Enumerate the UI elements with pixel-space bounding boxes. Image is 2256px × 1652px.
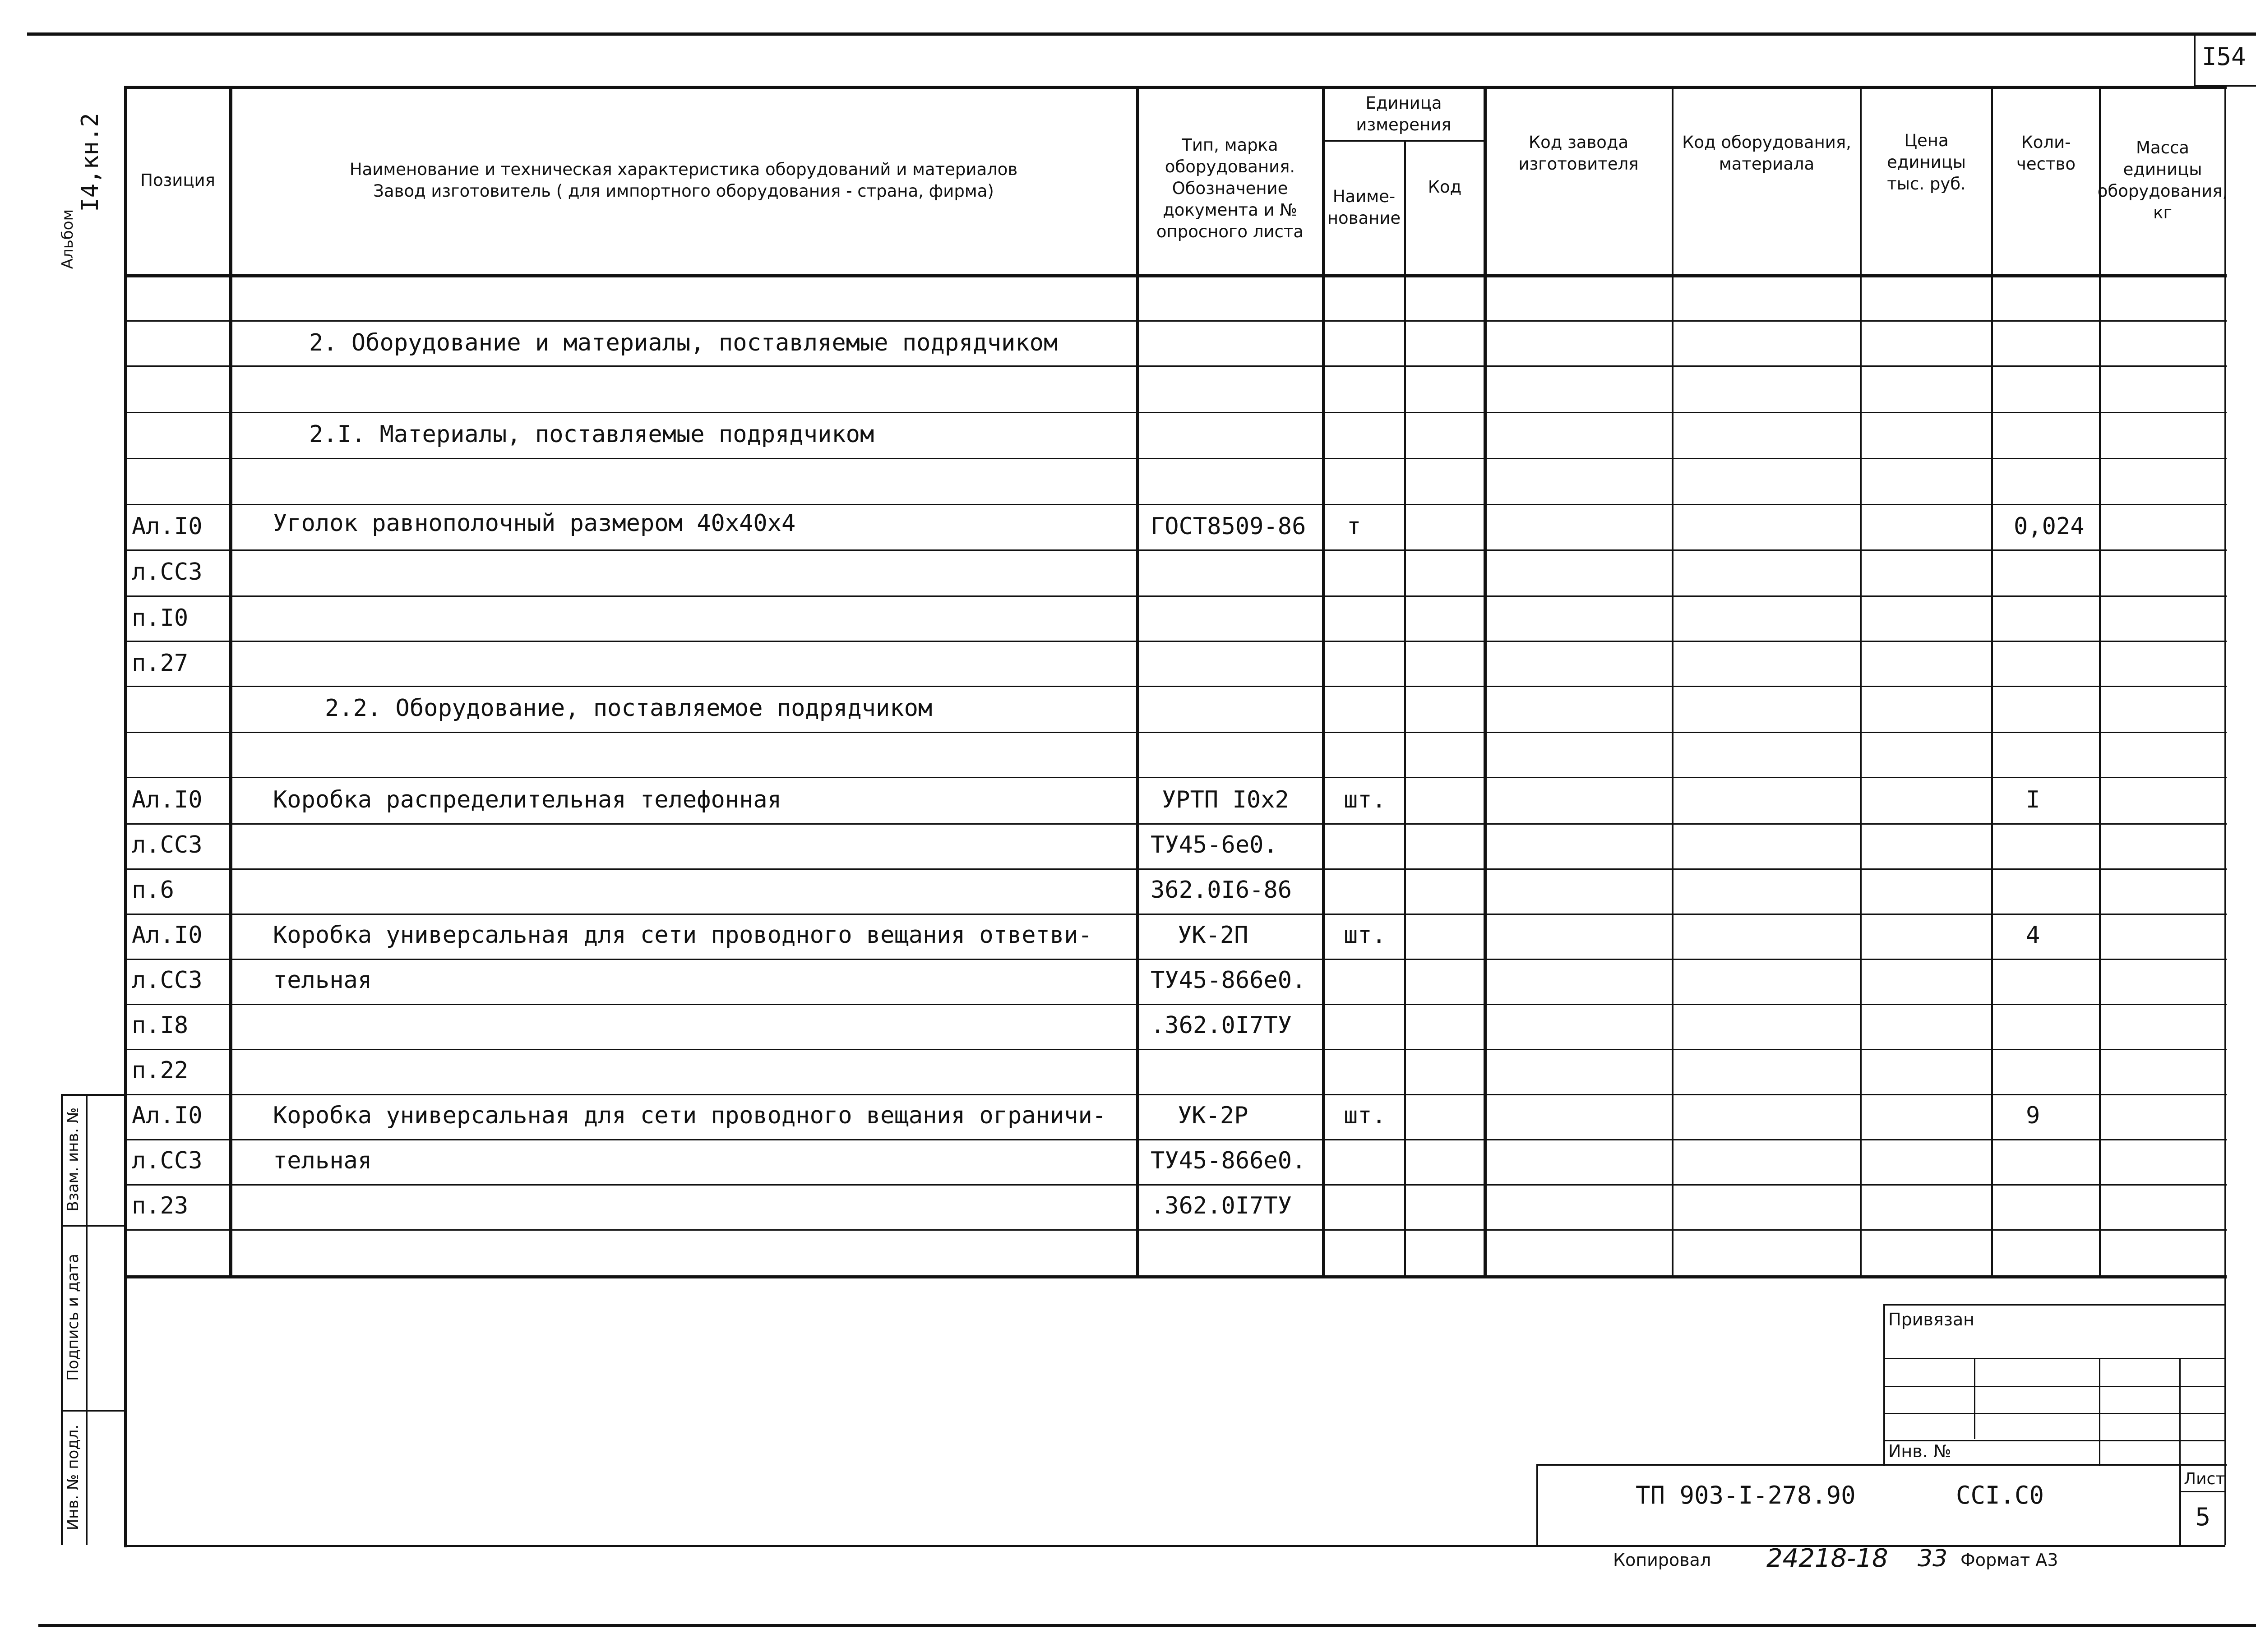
sheet-value: 5 [2195, 1503, 2211, 1531]
row-21-pos: п.23 [132, 1192, 189, 1219]
row-17-type: .362.0I7ТУ [1151, 1012, 1292, 1039]
row-6-name: Уголок равнополочный размером 40х40х4 [273, 510, 796, 537]
bound-label: Привязан [1888, 1310, 1974, 1329]
inv-label: Инв. № [1888, 1441, 1951, 1461]
format-label: Формат А3 [1960, 1550, 2058, 1570]
row-16-name: тельная [273, 967, 372, 994]
row-9-pos: п.27 [132, 650, 189, 677]
row-15-name: Коробка универсальная для сети проводного вещания ответви- [273, 922, 1092, 949]
row-12-type: УРТП I0х2 [1162, 786, 1289, 813]
col-header-type: Тип, марка оборудования. Обозначение документа и № опросного листа [1156, 135, 1304, 241]
row-14-pos: п.6 [132, 877, 174, 904]
row-16-type: ТУ45-866е0. [1151, 967, 1306, 994]
col-header-name: Наименование и техническая характеристика оборудований и материалов Завод изготовитель ( для импортного оборудования - страна, фирма) [349, 160, 1018, 201]
copied-extra: 33 [1918, 1545, 1948, 1572]
row-15-unit: шт. [1344, 922, 1386, 949]
col-header-position: Позиция [140, 171, 215, 190]
sheet-label: Лист [2184, 1470, 2225, 1488]
row-15-qty: 4 [2026, 922, 2040, 949]
row-20-type: ТУ45-866е0. [1151, 1147, 1306, 1174]
row-17-pos: п.I8 [132, 1012, 189, 1039]
row-19-pos: Ал.I0 [132, 1102, 203, 1129]
col-header-quantity: Коли- чество [2016, 133, 2076, 174]
row-19-name: Коробка универсальная для сети проводного вещания ограничи- [273, 1102, 1107, 1129]
row-16-pos: л.ССЗ [132, 967, 203, 994]
row-19-qty: 9 [2026, 1102, 2040, 1129]
row-7-pos: л.ССЗ [132, 558, 203, 586]
col-header-price: Цена единицы тыс. руб. [1886, 131, 1966, 194]
row-6-unit: т [1347, 513, 1361, 540]
stamp-replace-inv: Взам. инв. № [64, 1107, 82, 1212]
row-19-type: УК-2Р [1178, 1102, 1248, 1129]
col-header-plant-code: Код завода изготовителя [1518, 133, 1639, 174]
row-15-type: УК-2П [1178, 922, 1248, 949]
row-13-pos: л.ССЗ [132, 831, 203, 858]
stamp-inv-original: Инв. № подл. [64, 1424, 82, 1531]
row-8-pos: п.I0 [132, 605, 189, 632]
row-6-qty: 0,024 [2014, 513, 2085, 540]
row-20-pos: л.ССЗ [132, 1147, 203, 1174]
row-12-qty: I [2026, 786, 2040, 813]
copied-number: 24218-18 [1766, 1544, 1888, 1573]
row-12-name: Коробка распределительная телефонная [273, 786, 782, 813]
sheet-code: ССI.С0 [1956, 1481, 2044, 1509]
album-number: I4,кн.2 [77, 113, 104, 212]
col-header-mass: Масса единицы оборудования, кг [2097, 138, 2228, 222]
row-6-type: ГОСТ8509-86 [1151, 513, 1306, 540]
row-6-pos: Ал.I0 [132, 513, 203, 540]
col-header-unit-name: Наиме- нование [1327, 187, 1401, 228]
row-18-pos: п.22 [132, 1057, 189, 1084]
row-21-type: .362.0I7ТУ [1151, 1192, 1292, 1219]
row-12-pos: Ал.I0 [132, 786, 203, 813]
row-12-unit: шт. [1344, 786, 1386, 813]
stamp-signature-date: Подпись и дата [64, 1254, 82, 1381]
row-19-unit: шт. [1344, 1102, 1386, 1129]
row-13-type: ТУ45-6е0. [1151, 831, 1278, 858]
row-2-name: 2. Оборудование и материалы, поставляемые подрядчиком [309, 329, 1058, 356]
row-20-name: тельная [273, 1147, 372, 1174]
doc-code: ТП 903-I-278.90 [1636, 1481, 1856, 1509]
copied-label: Копировал [1613, 1550, 1711, 1570]
row-14-type: 362.0I6-86 [1151, 877, 1292, 904]
album-label: Альбом [59, 209, 77, 269]
row-4-name: 2.I. Материалы, поставляемые подрядчиком [309, 421, 874, 448]
sheet-number: I54 [2202, 42, 2246, 71]
col-header-equipment-code: Код оборудования, материала [1682, 133, 1851, 174]
col-header-unit: Единица измерения [1356, 93, 1452, 134]
col-header-unit-code: Код [1428, 177, 1462, 197]
row-15-pos: Ал.I0 [132, 922, 203, 949]
row-10-name: 2.2. Оборудование, поставляемое подрядчиком [325, 695, 933, 722]
